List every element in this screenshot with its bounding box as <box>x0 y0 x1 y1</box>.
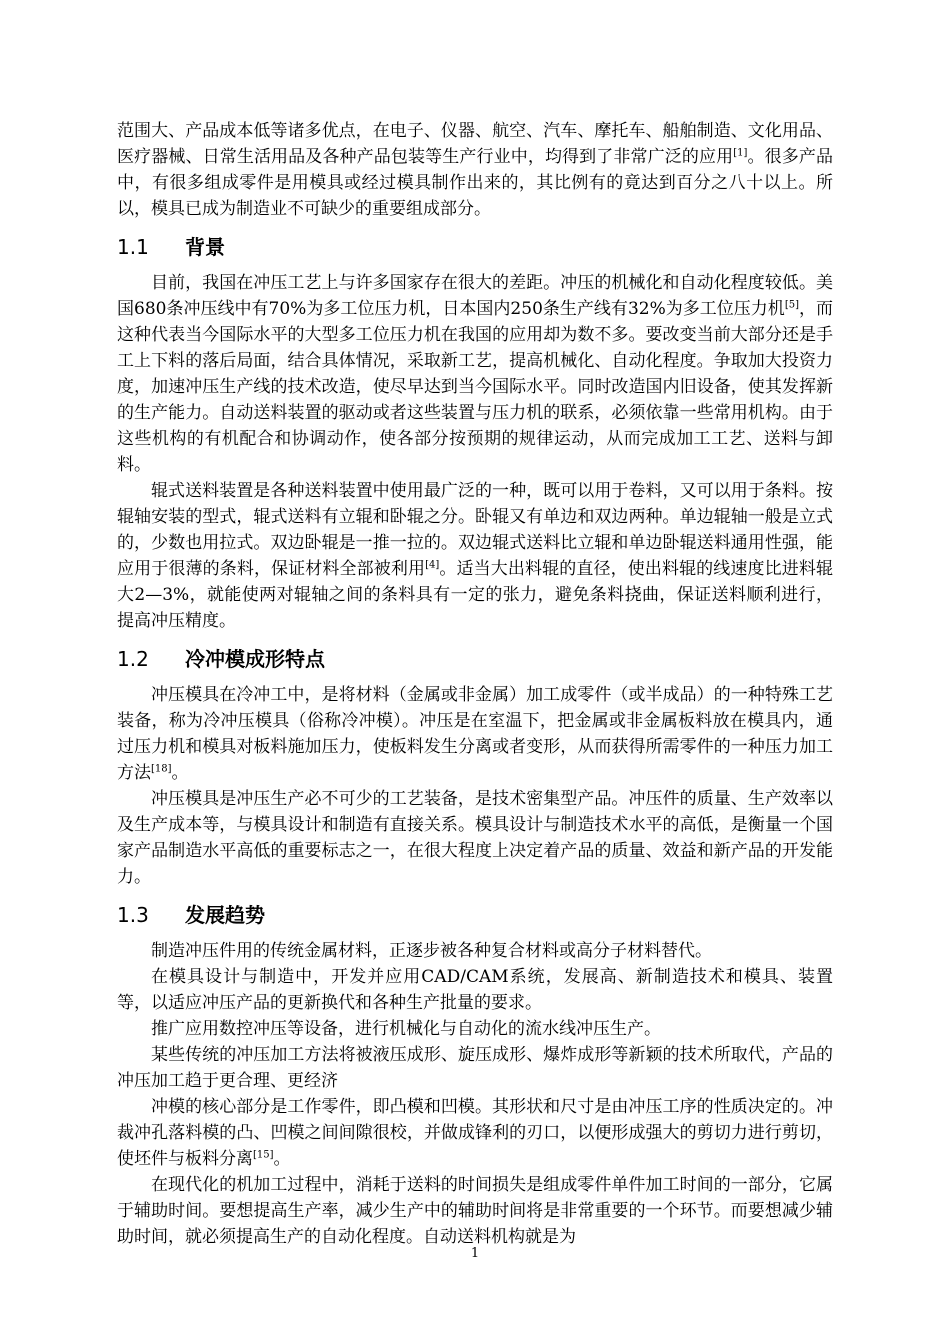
intro-paragraph <box>117 118 833 222</box>
paragraph-text-after: 。 <box>273 1149 291 1169</box>
paragraph <box>117 478 833 634</box>
citation-ref: [1] <box>733 147 748 159</box>
citation-ref: [5] <box>784 299 799 311</box>
paragraph-text: 目前，我国在冲压工艺上与许多国家存在很大的差距。冲压的机械化和自动化程度较低。美国680条冲压线中有70%为多工位压力机，日本国内250条生产线有32%为多工位压力机 <box>117 273 833 319</box>
paragraph <box>117 1172 833 1250</box>
page-body <box>117 118 833 1250</box>
paragraph-text-after: 。适当大出料辊的直径，使出料辊的线速度比进料辊大2—3%，就能使两对辊轴之间的条料具有一定的张力，避免条料挠曲，保证送料顺利进行，提高冲压精度。 <box>117 559 834 631</box>
citation-ref: [18] <box>151 763 172 775</box>
paragraph <box>117 1016 833 1042</box>
page-number: 1 <box>470 1246 480 1261</box>
section-heading-1-1 <box>117 230 833 264</box>
intro-text-after: 。很多产品中，有很多组成零件是用模具或经过模具制作出来的，其比例有的竟达到百分之八十以上。所以，模具已成为制造业不可缺少的重要组成部分。 <box>117 147 834 219</box>
section-title: 发展趋势 <box>185 903 265 927</box>
section-number: 1.1 <box>117 235 149 259</box>
paragraph-text-after: ，而这种代表当今国际水平的大型多工位压力机在我国的应用却为数不多。要改变当前大部分还是手工上下料的落后局面，结合具体情况，采取新工艺，提高机械化、自动化程度。争取加大投资力度，加速冲压生产线的技术改造，使尽早达到当今国际水平。同时改造国内旧设备，使其发挥新的生产能力。自动送料装置的驱动或者这些装置与压力机的联系，必须依靠一些常用机构。由于这些机构的有机配合和协调动作，使各部分按预期的规律运动，从而完成加工工艺、送料与卸料。 <box>117 299 834 475</box>
section-title: 冷冲模成形特点 <box>185 647 325 671</box>
section-heading-1-2 <box>117 642 833 676</box>
paragraph <box>117 682 833 786</box>
paragraph <box>117 964 833 1016</box>
paragraph-text: 某些传统的冲压加工方法将被液压成形、旋压成形、爆炸成形等新颖的技术所取代，产品的冲压加工趋于更合理、更经济 <box>117 1045 833 1091</box>
section-number: 1.3 <box>117 903 149 927</box>
paragraph-text-after: 。 <box>171 763 189 783</box>
paragraph-text: 冲压模具是冲压生产必不可少的工艺装备，是技术密集型产品。冲压件的质量、生产效率以及生产成本等，与模具设计和制造有直接关系。模具设计与制造技术水平的高低，是衡量一个国家产品制造水平高低的重要标志之一，在很大程度上决定着产品的质量、效益和新产品的开发能力。 <box>117 789 833 887</box>
paragraph-text: 在模具设计与制造中，开发并应用CAD/CAM系统，发展高、新制造技术和模具、装置等，以适应冲压产品的更新换代和各种生产批量的要求。 <box>117 967 833 1013</box>
section-heading-1-3 <box>117 898 833 932</box>
section-title: 背景 <box>185 235 225 259</box>
citation-ref: [4] <box>425 559 440 571</box>
paragraph-text: 冲压模具在冷冲工中，是将材料（金属或非金属）加工成零件（或半成品）的一种特殊工艺装备，称为冷冲压模具（俗称冷冲模）。冲压是在室温下，把金属或非金属板料放在模具内，通过压力机和模具对板料施加压力，使板料发生分离或者变形，从而获得所需零件的一种压力加工方法 <box>117 685 833 783</box>
paragraph <box>117 270 833 478</box>
section-number: 1.2 <box>117 647 149 671</box>
paragraph <box>117 1094 833 1172</box>
paragraph-text: 制造冲压件用的传统金属材料，正逐步被各种复合材料或高分子材料替代。 <box>151 941 712 961</box>
paragraph <box>117 938 833 964</box>
paragraph-text: 在现代化的机加工过程中，消耗于送料的时间损失是组成零件单件加工时间的一部分，它属于辅助时间。要想提高生产率，减少生产中的辅助时间将是非常重要的一个环节。而要想减少辅助时间，就必须提高生产的自动化程度。自动送料机构就是为 <box>117 1175 833 1247</box>
paragraph-text: 冲模的核心部分是工作零件，即凸模和凹模。其形状和尺寸是由冲压工序的性质决定的。冲裁冲孔落料模的凸、凹模之间间隙很校，并做成锋利的刃口，以便形成强大的剪切力进行剪切，使坯件与板料分离 <box>117 1097 833 1169</box>
paragraph <box>117 786 833 890</box>
paragraph <box>117 1042 833 1094</box>
paragraph-text: 推广应用数控冲压等设备，进行机械化与自动化的流水线冲压生产。 <box>151 1019 661 1039</box>
paragraph-text: 辊式送料装置是各种送料装置中使用最广泛的一种，既可以用于卷料，又可以用于条料。按辊轴安装的型式，辊式送料有立辊和卧辊之分。卧辊又有单边和双边两种。单边辊轴一般是立式的，少数也用拉式。双边卧辊是一推一拉的。双边辊式送料比立辊和单边卧辊送料通用性强，能应用于很薄的条料，保证材料全部被利用 <box>117 481 833 579</box>
intro-text: 范围大、产品成本低等诸多优点，在电子、仪器、航空、汽车、摩托车、船舶制造、文化用品、医疗器械、日常生活用品及各种产品包装等生产行业中，均得到了非常广泛的应用 <box>117 121 833 167</box>
citation-ref: [15] <box>253 1149 274 1161</box>
